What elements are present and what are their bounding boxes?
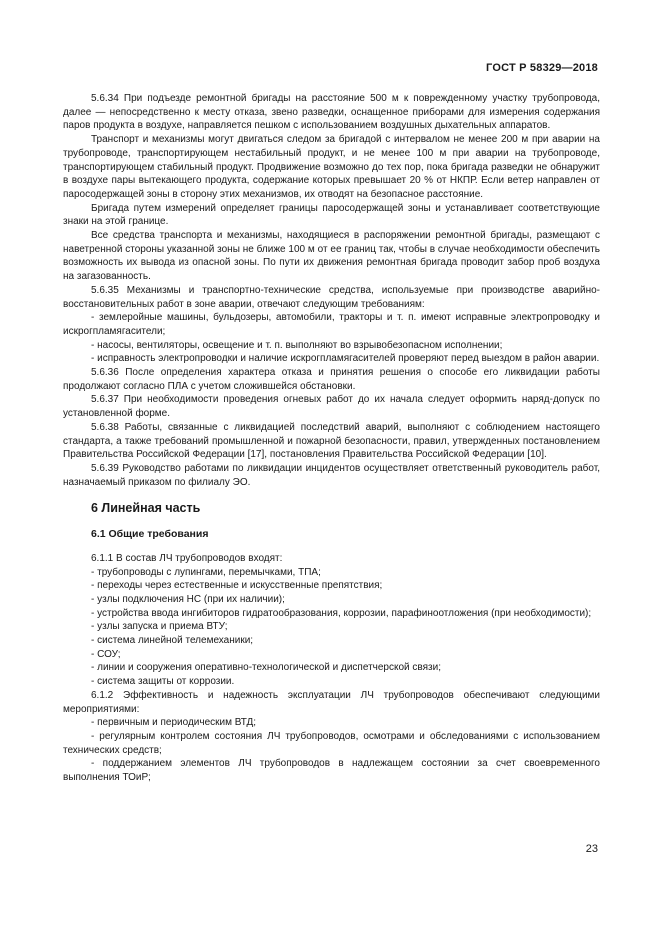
list-item: - система линейной телемеханики;	[91, 635, 254, 647]
paragraph-5-6-39: 5.6.39 Руководство работами по ликвидации инцидентов осуществляет ответственный руководитель работ, назначаемый приказом по филиалу ЭО.	[63, 462, 600, 488]
list-item: - насосы, вентиляторы, освещение и т. п. выполняют во взрывобезопасном исполнении;	[91, 339, 503, 351]
paragraph-5-6-38: 5.6.38 Работы, связанные с ликвидацией последствий аварий, выполняют с соблюдением настоящего стандарта, а также требований промышленной и пожарной безопасности, правил, утвержденных постановлением Правительства Российской Федерации [17], постановления Правительства Российской Федерации [10].	[63, 421, 600, 461]
list-item: - трубопроводы с лупингами, перемычками, ТПА;	[91, 566, 321, 578]
list-item: - устройства ввода ингибиторов гидратообразования, коррозии, парафиноотложения (при необходимости);	[91, 607, 592, 619]
list-item: - землеройные машины, бульдозеры, автомобили, тракторы и т. п. имеют исправные электропроводку и искрогпламягасители;	[63, 312, 600, 337]
paragraph: Все средства транспорта и механизмы, находящиеся в распоряжении ремонтной бригады, размещают с наветренной стороны указанной зоны не ближе 100 м от ее границ так, чтобы в случае необходимости обеспечить возможность их вывода из опасной зоны. По пути их движения ремонтная бригада проводит забор проб воздуха на загазованность.	[63, 230, 600, 283]
paragraph: Транспорт и механизмы могут двигаться следом за бригадой с интервалом не менее 200 м при аварии на трубопроводе, транспортирующем нестабильный продукт, и не менее 100 м при аварии на трубопроводе, транспортирующем стабильный продукт. Продвижение возможно до тех пор, пока бригада разведки не обнаружит в воздухе пары вытекающего продукта, содержание которых превышает 20 % от НКПР. Если ветер направлен от паросодержащей зоны в сторону этих механизмов, их отводят на безопасное расстояние.	[63, 134, 600, 200]
paragraph-6-1-1: 6.1.1 В состав ЛЧ трубопроводов входят:	[91, 552, 283, 564]
document-header: ГОСТ Р 58329—2018	[486, 62, 598, 74]
paragraph-5-6-34: 5.6.34 При подъезде ремонтной бригады на расстояние 500 м к поврежденному участку трубопровода, далее — непосредственно к месту отказа, звено разведки, оснащенное приборами для измерения содержания паров продукта в воздухе, направляется пешком с использованием воздушных дыхательных аппаратов.	[63, 93, 600, 132]
subsection-heading: 6.1 Общие требования	[91, 528, 209, 541]
list-item: - регулярным контролем состояния ЛЧ трубопроводов, осмотрами и обследованиями с использованием технических средств;	[63, 730, 600, 756]
paragraph: Бригада путем измерений определяет границы паросодержащей зоны и устанавливает соответствующие знаки на этой границе.	[63, 202, 600, 228]
list-item: - узлы подключения НС (при их наличии);	[91, 593, 285, 605]
list-item: - линии и сооружения оперативно-технологической и диспетчерской связи;	[91, 662, 441, 674]
list-item: - СОУ;	[91, 648, 121, 660]
page-number: 23	[585, 843, 598, 855]
list-item: - система защиты от коррозии.	[91, 676, 235, 688]
list-item: - переходы через естественные и искусственные препятствия;	[91, 580, 383, 592]
list-item: - первичным и периодическим ВТД;	[91, 717, 257, 729]
paragraph-5-6-36: 5.6.36 После определения характера отказа и принятия решения о способе его ликвидации работы продолжают согласно ПЛА с учетом сложившейся обстановки.	[63, 367, 600, 392]
list-item: - узлы запуска и приема ВТУ;	[91, 621, 228, 633]
page-content	[63, 92, 600, 785]
list-item: - исправность электропроводки и наличие искрогпламягасителей проверяют перед выездом в район аварии.	[91, 353, 600, 365]
paragraph-5-6-35: 5.6.35 Механизмы и транспортно-технические средства, используемые при производстве аварийно-восстановительных работ в зоне аварии, отвечают следующим требованиям:	[63, 284, 600, 310]
paragraph-6-1-2: 6.1.2 Эффективность и надежность эксплуатации ЛЧ трубопроводов обеспечивают следующими мероприятиями:	[63, 689, 600, 715]
list-item: - поддержанием элементов ЛЧ трубопроводов в надлежащем состоянии за счет своевременного выполнения ТОиР;	[63, 758, 600, 784]
paragraph-5-6-37: 5.6.37 При необходимости проведения огневых работ до их начала следует оформить наряд-допуск по установленной форме.	[63, 394, 600, 420]
section-heading: 6 Линейная часть	[91, 501, 201, 516]
